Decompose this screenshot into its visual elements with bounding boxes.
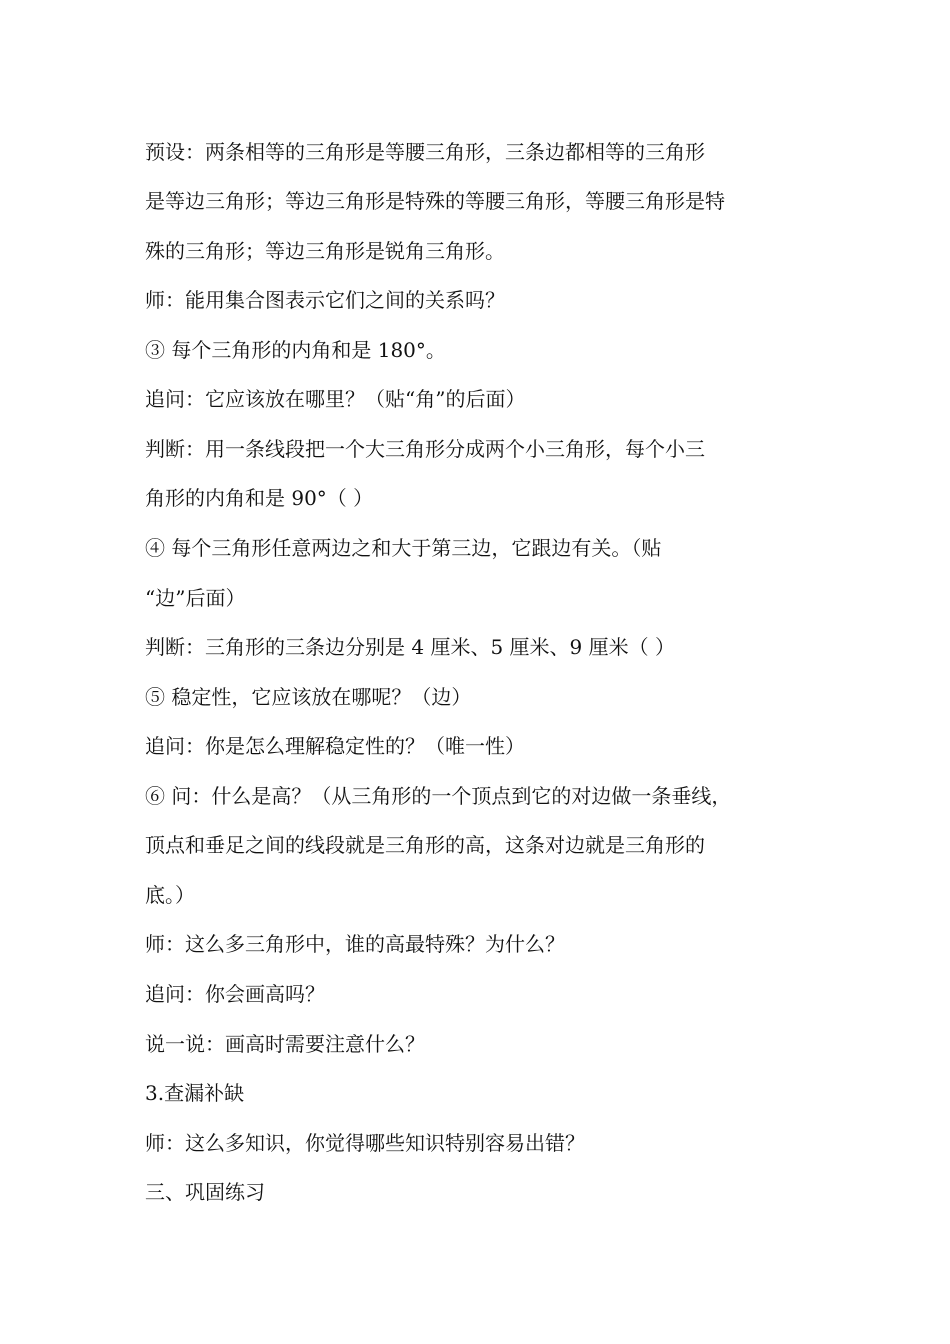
- text-line: ⑥ 问：什么是高？（从三角形的一个顶点到它的对边做一条垂线，: [145, 784, 732, 808]
- text-line: 追问：你会画高吗？: [145, 982, 325, 1006]
- text-line: 预设：两条相等的三角形是等腰三角形，三条边都相等的三角形: [145, 140, 705, 164]
- section-heading: 3.查漏补缺: [145, 1081, 245, 1105]
- text-line: “边”后面）: [145, 586, 246, 610]
- text-line: 追问：它应该放在哪里？（贴“角”的后面）: [145, 387, 526, 411]
- text-line: 判断：用一条线段把一个大三角形分成两个小三角形，每个小三: [145, 437, 705, 461]
- text-line: ③ 每个三角形的内角和是 180°。: [145, 338, 446, 362]
- text-line: 说一说：画高时需要注意什么？: [145, 1032, 425, 1056]
- text-line: 是等边三角形；等边三角形是特殊的等腰三角形，等腰三角形是特: [145, 189, 725, 213]
- text-line: 判断：三角形的三条边分别是 4 厘米、5 厘米、9 厘米（ ）: [145, 635, 675, 659]
- text-line: ⑤ 稳定性，它应该放在哪呢？（边）: [145, 685, 472, 709]
- text-line: 追问：你是怎么理解稳定性的？（唯一性）: [145, 734, 525, 758]
- text-line: 师：这么多知识，你觉得哪些知识特别容易出错？: [145, 1131, 585, 1155]
- section-heading: 三、巩固练习: [145, 1180, 265, 1204]
- text-line: 师：这么多三角形中，谁的高最特殊？为什么？: [145, 932, 565, 956]
- text-line: 殊的三角形；等边三角形是锐角三角形。: [145, 239, 505, 263]
- text-line: ④ 每个三角形任意两边之和大于第三边，它跟边有关。（贴: [145, 536, 662, 560]
- text-line: 顶点和垂足之间的线段就是三角形的高，这条对边就是三角形的: [145, 833, 705, 857]
- text-line: 角形的内角和是 90°（ ）: [145, 486, 374, 510]
- text-line: 师：能用集合图表示它们之间的关系吗？: [145, 288, 505, 312]
- text-line: 底。）: [145, 883, 195, 907]
